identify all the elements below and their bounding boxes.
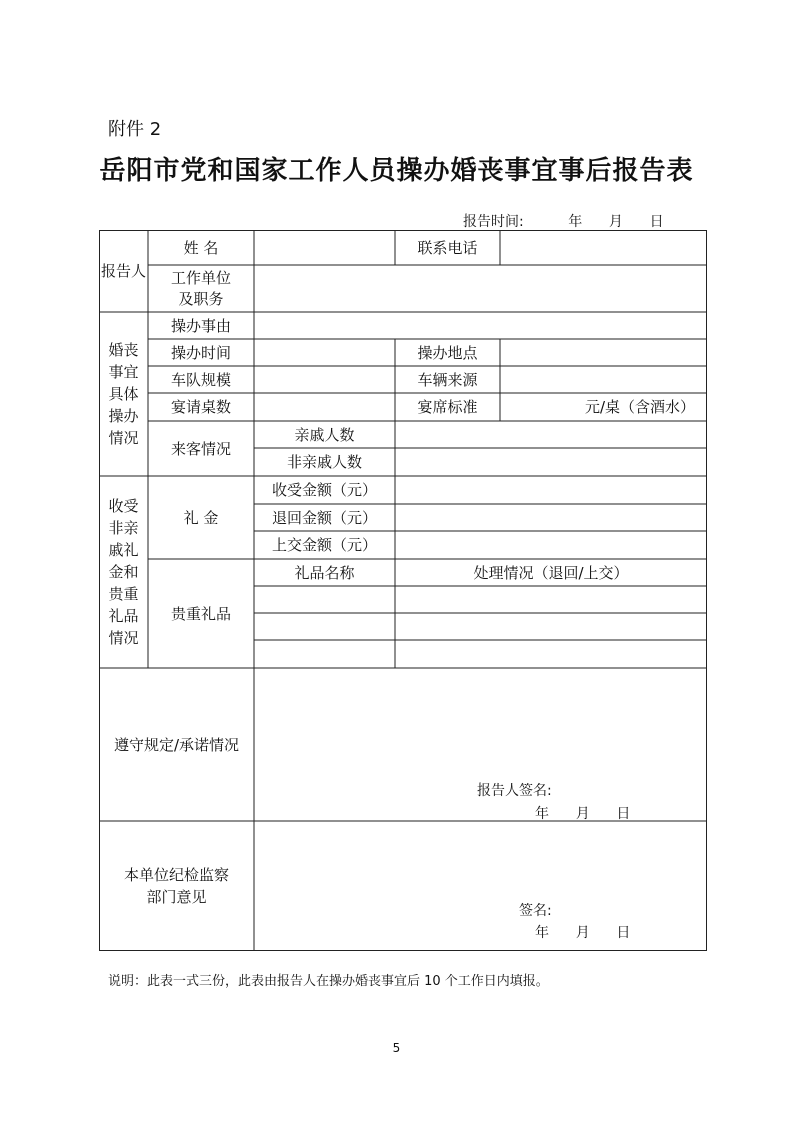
field-fleet[interactable]	[254, 366, 395, 393]
label-unit	[148, 265, 254, 312]
label-reason: 操办事由	[170, 316, 231, 335]
field-opinion[interactable]	[254, 821, 707, 951]
field-name[interactable]	[254, 230, 395, 265]
field-reason[interactable]	[254, 312, 707, 339]
label-event-time: 操办时间	[170, 343, 231, 362]
field-event-time[interactable]	[254, 339, 395, 366]
page-number: 5	[392, 1041, 401, 1055]
header-handling: 处理情况（退回/上交）	[473, 563, 629, 582]
header-gift-name: 礼品名称	[294, 563, 355, 582]
section-reporter-label: 报告人	[100, 261, 146, 280]
label-opinion	[99, 821, 254, 951]
section-reporter	[99, 230, 148, 312]
label-relatives: 亲戚人数	[294, 425, 355, 444]
field-gift-name-2[interactable]	[254, 613, 395, 640]
reporter-signature-label: 报告人签名:	[477, 783, 552, 799]
field-non-relatives[interactable]	[395, 448, 707, 476]
section-event-label: 婚丧事宜具体操办情况	[108, 341, 139, 447]
label-tables: 宴请桌数	[170, 398, 231, 416]
label-handed: 上交金额（元）	[271, 536, 377, 554]
section-gifts-label: 收受非亲戚礼金和贵重礼品情况	[108, 497, 139, 647]
opinion-signature-date: 年 月 日	[535, 925, 631, 941]
field-gift-name-3[interactable]	[254, 640, 395, 668]
form-title: 岳阳市党和国家工作人员操办婚丧事宜事后报告表	[99, 156, 694, 186]
field-standard[interactable]: 元/桌（含酒水）	[584, 398, 695, 416]
label-fleet: 车队规模	[170, 370, 231, 389]
field-relatives[interactable]	[395, 421, 707, 448]
label-compliance: 遵守规定/承诺情况	[113, 735, 240, 754]
footnote: 说明：此表一式三份，此表由报告人在操办婚丧事宜后 10 个工作日内填报。	[108, 974, 549, 989]
field-unit[interactable]	[254, 265, 707, 312]
opinion-signature-label: 签名:	[519, 903, 552, 919]
label-event-place: 操办地点	[417, 343, 478, 362]
label-returned: 退回金额（元）	[271, 508, 377, 527]
field-vehicle-source[interactable]	[500, 366, 707, 393]
field-event-place[interactable]	[500, 339, 707, 366]
label-vehicle-source: 车辆来源	[417, 370, 478, 389]
field-gift-name-1[interactable]	[254, 586, 395, 613]
label-unit-line1: 工作单位	[170, 268, 231, 287]
label-cash: 礼 金	[183, 508, 219, 527]
field-handed[interactable]	[395, 531, 707, 559]
field-phone[interactable]	[500, 230, 707, 265]
label-guests: 来客情况	[170, 439, 231, 458]
section-gifts	[99, 476, 148, 668]
label-opinion-line1: 本单位纪检监察	[123, 866, 229, 884]
field-handling-1[interactable]	[395, 586, 707, 613]
reporter-signature-date: 年 月 日	[535, 806, 631, 822]
label-standard: 宴席标准	[417, 398, 478, 416]
label-phone: 联系电话	[417, 238, 478, 257]
report-time: 报告时间: 年 月 日	[463, 214, 664, 230]
report-table	[99, 230, 707, 951]
label-valuables: 贵重礼品	[170, 604, 231, 623]
field-tables[interactable]	[254, 393, 395, 421]
label-name: 姓 名	[183, 238, 219, 257]
label-opinion-line2: 部门意见	[146, 888, 207, 906]
field-received[interactable]	[395, 476, 707, 504]
field-returned[interactable]	[395, 504, 707, 531]
field-handling-3[interactable]	[395, 640, 707, 668]
label-unit-line2: 及职务	[178, 289, 224, 308]
section-event	[99, 312, 148, 476]
label-received: 收受金额（元）	[271, 481, 377, 499]
label-non-relatives: 非亲戚人数	[286, 453, 362, 471]
attachment-label: 附件 2	[108, 119, 162, 140]
field-handling-2[interactable]	[395, 613, 707, 640]
